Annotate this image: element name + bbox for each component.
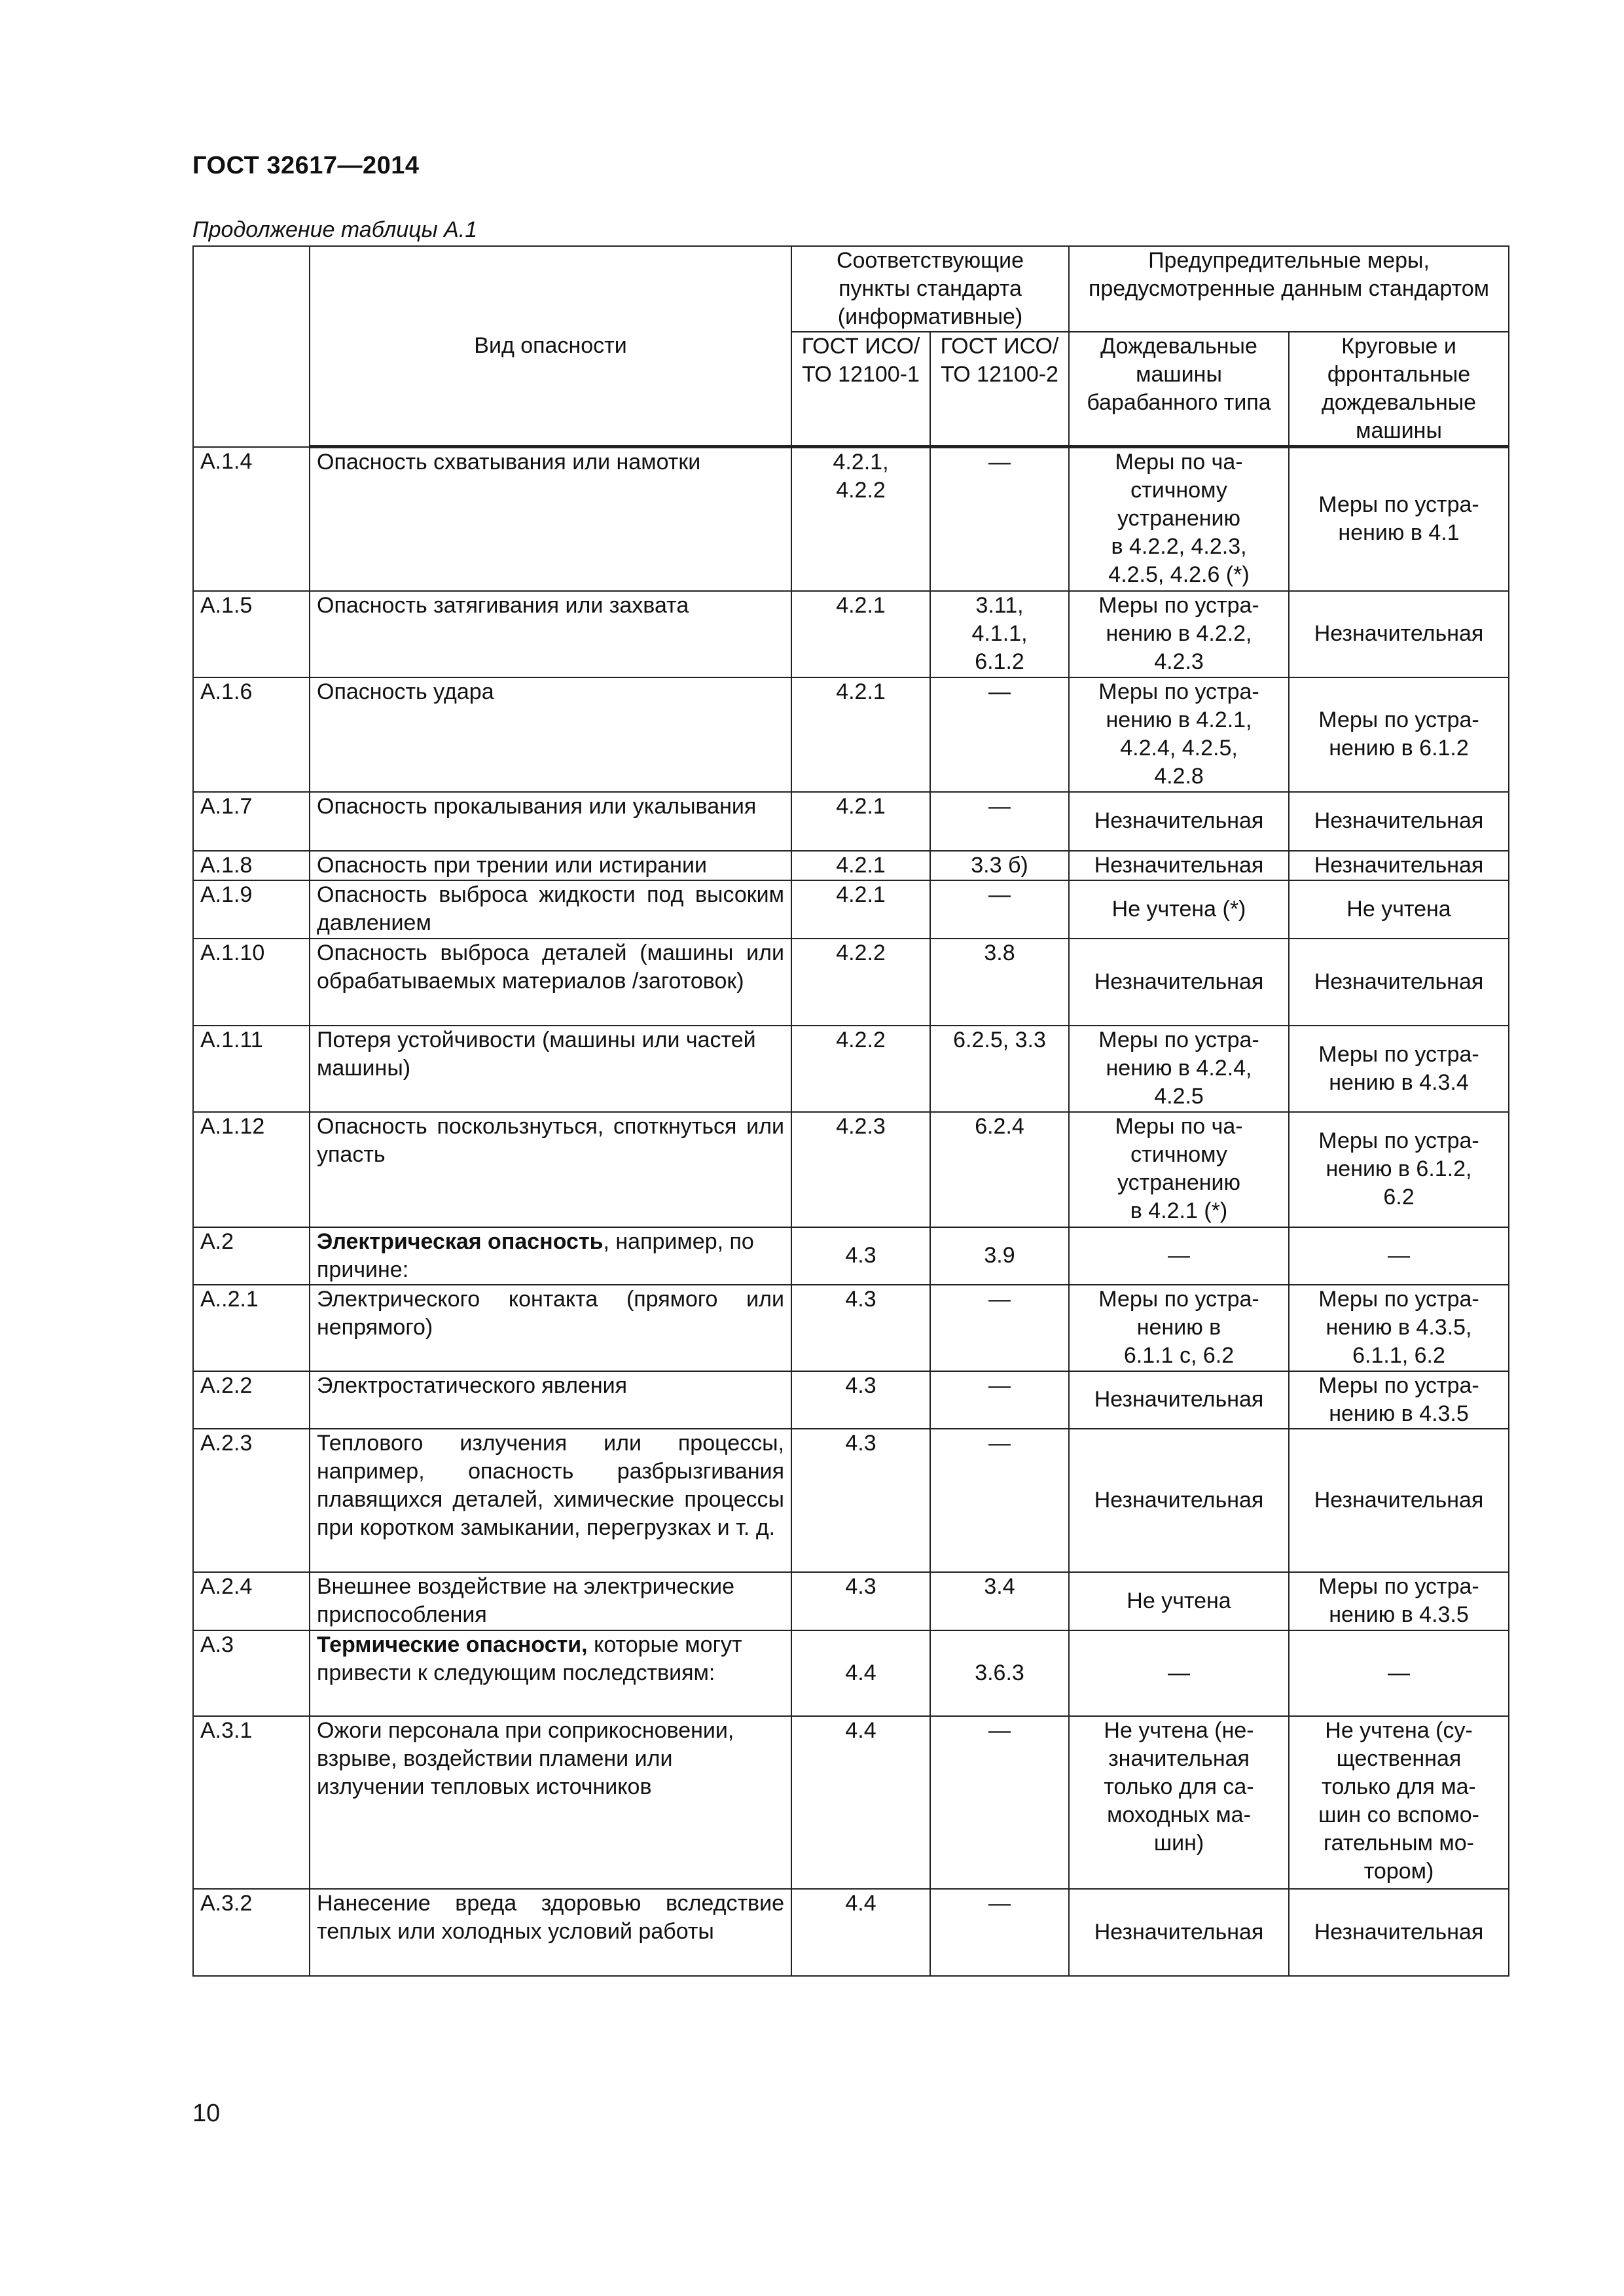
row-circular: — — [1289, 1630, 1509, 1716]
row-gost1: 4.2.3 — [791, 1112, 930, 1227]
table-row — [193, 939, 1509, 1026]
row-gost1: 4.3 — [791, 1285, 930, 1371]
row-gost2: 3.11, 4.1.1, 6.1.2 — [930, 591, 1069, 677]
row-id: А.1.5 — [193, 591, 310, 677]
row-id: А.1.4 — [193, 447, 310, 591]
row-gost1: 4.2.2 — [791, 939, 930, 1026]
row-id: А.1.11 — [193, 1026, 310, 1112]
row-id: А.2.2 — [193, 1371, 310, 1429]
row-gost1: 4.4 — [791, 1716, 930, 1889]
row-gost2: — — [930, 880, 1069, 939]
row-gost2: 6.2.5, 3.3 — [930, 1026, 1069, 1112]
row-circular: Незначительная — [1289, 792, 1509, 851]
table-row — [193, 1630, 1509, 1716]
row-hazard: Теплового излучения или процессы, например, опасность разбрызгивания плавящихся деталей, химические процессы при коротком замыкании, перегрузках и т. д. — [310, 1429, 791, 1572]
row-circular: Меры по устра- нению в 4.3.5 — [1289, 1572, 1509, 1630]
row-gost2: — — [930, 1429, 1069, 1572]
row-hazard: Опасность прокалывания или укалывания — [310, 792, 791, 851]
row-circular: Незначительная — [1289, 851, 1509, 880]
row-gost2: 3.4 — [930, 1572, 1069, 1630]
row-hazard: Опасность схватывания или намотки — [310, 447, 791, 591]
table-row — [193, 1572, 1509, 1630]
table-row — [193, 677, 1509, 792]
row-circular: Меры по устра- нению в 4.3.5, 6.1.1, 6.2 — [1289, 1285, 1509, 1371]
header-id — [193, 246, 310, 447]
row-hazard: Опасность поскользнуться, споткнуться или упасть — [310, 1112, 791, 1227]
row-hazard: Потеря устойчивости (машины или частей машины) — [310, 1026, 791, 1112]
row-drum: Меры по устра- нению в 4.2.2, 4.2.3 — [1069, 591, 1289, 677]
row-drum: Меры по ча- стичному устранению в 4.2.1 (*) — [1069, 1112, 1289, 1227]
row-id: А.2 — [193, 1227, 310, 1285]
row-circular: Незначительная — [1289, 1429, 1509, 1572]
row-id: А.1.8 — [193, 851, 310, 880]
row-circular: — — [1289, 1227, 1509, 1285]
table-row — [193, 1227, 1509, 1285]
row-gost2: 3.3 б) — [930, 851, 1069, 880]
table-row — [193, 447, 1509, 591]
row-hazard: Внешнее воздействие на электрические приспособления — [310, 1572, 791, 1630]
hazard-table — [192, 245, 1509, 1977]
row-hazard: Опасность удара — [310, 677, 791, 792]
document-header: ГОСТ 32617—2014 — [192, 152, 420, 179]
row-id: А.3.1 — [193, 1716, 310, 1889]
row-circular: Не учтена — [1289, 880, 1509, 939]
row-hazard: Нанесение вреда здоровью вследствие теплых или холодных условий работы — [310, 1889, 791, 1976]
row-id: А.3 — [193, 1630, 310, 1716]
row-hazard-bold: Термические опасности, — [317, 1632, 588, 1657]
row-gost2: — — [930, 1371, 1069, 1429]
table-row — [193, 1371, 1509, 1429]
row-gost1: 4.3 — [791, 1371, 930, 1429]
header-gost1: ГОСТ ИСО/ТО 12100-1 — [791, 332, 930, 447]
row-gost1: 4.2.1, 4.2.2 — [791, 447, 930, 591]
row-drum: Незначительная — [1069, 1889, 1289, 1976]
row-id: А..2.1 — [193, 1285, 310, 1371]
row-id: А.1.6 — [193, 677, 310, 792]
row-gost1: 4.2.2 — [791, 1026, 930, 1112]
row-hazard-bold: Электрическая опасность — [317, 1229, 604, 1254]
row-gost2: 6.2.4 — [930, 1112, 1069, 1227]
row-id: А.1.7 — [193, 792, 310, 851]
row-drum: Незначительная — [1069, 792, 1289, 851]
row-drum: Незначительная — [1069, 1371, 1289, 1429]
row-circular: Незначительная — [1289, 591, 1509, 677]
row-drum: Меры по устра- нению в 6.1.1 с, 6.2 — [1069, 1285, 1289, 1371]
row-hazard: Опасность затягивания или захвата — [310, 591, 791, 677]
row-circular: Меры по устра- нению в 4.3.5 — [1289, 1371, 1509, 1429]
row-gost1: 4.2.1 — [791, 792, 930, 851]
row-drum: Меры по ча- стичному устранению в 4.2.2, 4.2.3, 4.2.5, 4.2.6 (*) — [1069, 447, 1289, 591]
row-circular: Меры по устра- нению в 6.1.2, 6.2 — [1289, 1112, 1509, 1227]
table-row — [193, 1429, 1509, 1572]
table-row — [193, 591, 1509, 677]
header-hazard: Вид опасности — [310, 246, 791, 447]
row-hazard: Электростатического явления — [310, 1371, 791, 1429]
row-circular: Меры по устра- нению в 4.1 — [1289, 447, 1509, 591]
row-hazard — [310, 1227, 791, 1285]
row-circular: Меры по устра- нению в 4.3.4 — [1289, 1026, 1509, 1112]
row-drum: Меры по устра- нению в 4.2.4, 4.2.5 — [1069, 1026, 1289, 1112]
row-circular: Меры по устра- нению в 6.1.2 — [1289, 677, 1509, 792]
row-gost2: — — [930, 1889, 1069, 1976]
row-hazard: Опасность при трении или истирании — [310, 851, 791, 880]
row-gost1: 4.2.1 — [791, 591, 930, 677]
row-gost2: — — [930, 1716, 1069, 1889]
header-circular: Круговые и фронтальные дождевальные машины — [1289, 332, 1509, 447]
row-hazard — [310, 1630, 791, 1716]
row-gost1: 4.4 — [791, 1630, 930, 1716]
row-circular: Не учтена (су- щественная только для ма- шин со вспомо- гательным мо- тором) — [1289, 1716, 1509, 1889]
row-hazard: Ожоги персонала при соприкосновении, взрыве, воздействии пламени или излучении тепловых источников — [310, 1716, 791, 1889]
row-circular: Незначительная — [1289, 939, 1509, 1026]
table-row — [193, 1026, 1509, 1112]
row-gost1: 4.2.1 — [791, 880, 930, 939]
table-row — [193, 1716, 1509, 1889]
row-hazard: Опасность выброса деталей (машины или обрабатываемых материалов /заготовок) — [310, 939, 791, 1026]
row-gost1: 4.2.1 — [791, 851, 930, 880]
row-gost1: 4.3 — [791, 1572, 930, 1630]
header-gost2: ГОСТ ИСО/ТО 12100-2 — [930, 332, 1069, 447]
row-hazard: Электрического контакта (прямого или непрямого) — [310, 1285, 791, 1371]
table-row — [193, 1889, 1509, 1976]
row-drum: Незначительная — [1069, 851, 1289, 880]
header-drum: Дождевальные машины барабанного типа — [1069, 332, 1289, 447]
row-drum: Не учтена (не- значительная только для са- моходных ма- шин) — [1069, 1716, 1289, 1889]
table-caption: Продолжение таблицы А.1 — [192, 217, 478, 242]
row-gost2: — — [930, 1285, 1069, 1371]
row-gost1: 4.3 — [791, 1227, 930, 1285]
row-gost1: 4.3 — [791, 1429, 930, 1572]
row-id: А.3.2 — [193, 1889, 310, 1976]
row-drum: Не учтена — [1069, 1572, 1289, 1630]
row-id: А.1.10 — [193, 939, 310, 1026]
table-row — [193, 1285, 1509, 1371]
row-hazard-rest: , например, по причине: — [317, 1229, 754, 1282]
page-number: 10 — [192, 2100, 221, 2127]
table-row — [193, 792, 1509, 851]
row-id: А.1.9 — [193, 880, 310, 939]
row-id: А.2.3 — [193, 1429, 310, 1572]
row-gost2: — — [930, 447, 1069, 591]
row-gost2: 3.9 — [930, 1227, 1069, 1285]
row-gost2: — — [930, 792, 1069, 851]
table-row — [193, 851, 1509, 880]
row-gost1: 4.2.1 — [791, 677, 930, 792]
row-id: А.1.12 — [193, 1112, 310, 1227]
row-drum: — — [1069, 1630, 1289, 1716]
row-hazard: Опасность выброса жидкости под высоким давлением — [310, 880, 791, 939]
table-row — [193, 1112, 1509, 1227]
row-drum: Не учтена (*) — [1069, 880, 1289, 939]
header-standards-group: Соответствующие пункты стандарта (информативные) — [791, 246, 1069, 332]
row-circular: Незначительная — [1289, 1889, 1509, 1976]
row-drum: — — [1069, 1227, 1289, 1285]
header-measures-group: Предупредительные меры, предусмотренные данным стандартом — [1069, 246, 1509, 332]
row-gost2: 3.8 — [930, 939, 1069, 1026]
row-gost1: 4.4 — [791, 1889, 930, 1976]
row-hazard-rest: которые могут привести к следующим последствиям: — [317, 1632, 742, 1685]
row-gost2: — — [930, 677, 1069, 792]
table-row — [193, 880, 1509, 939]
row-drum: Меры по устра- нению в 4.2.1, 4.2.4, 4.2.5, 4.2.8 — [1069, 677, 1289, 792]
row-drum: Незначительная — [1069, 939, 1289, 1026]
row-gost2: 3.6.3 — [930, 1630, 1069, 1716]
row-drum: Незначительная — [1069, 1429, 1289, 1572]
row-id: А.2.4 — [193, 1572, 310, 1630]
